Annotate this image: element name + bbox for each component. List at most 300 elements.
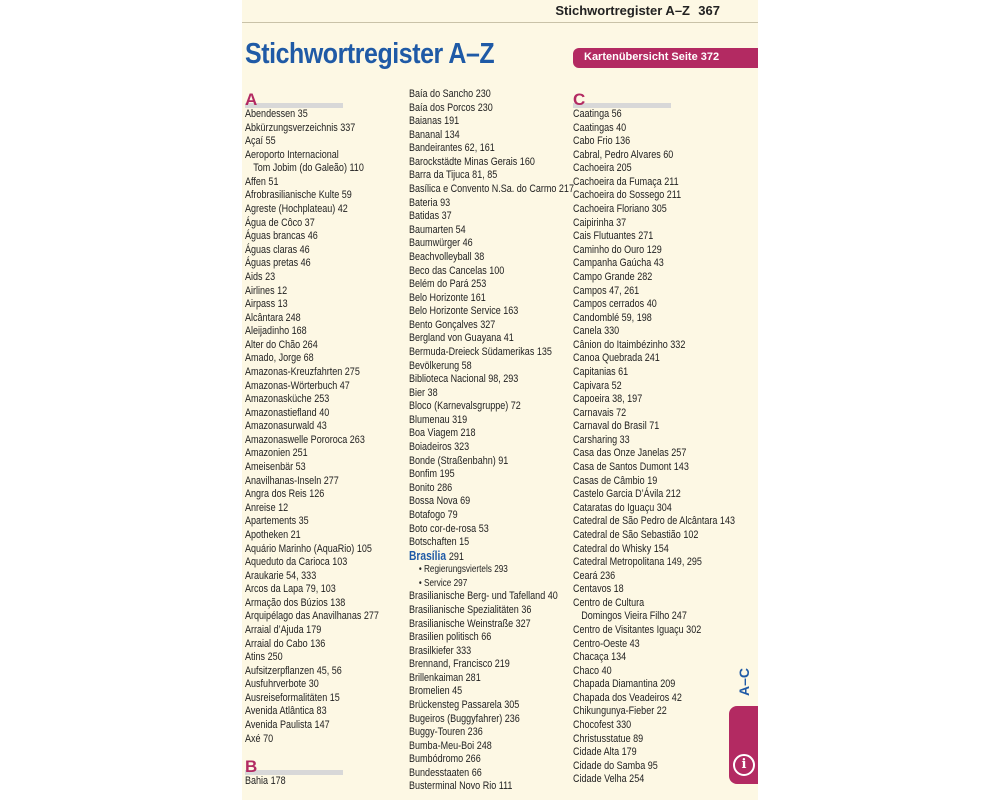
index-entry [409,672,574,686]
index-entry [573,230,735,244]
index-entry [573,312,735,326]
entry-pages: 46 [300,257,311,270]
entry-term: Airlines [245,284,275,297]
index-entry [245,556,379,570]
entries-a [245,108,408,746]
index-entry [245,775,286,789]
entry-pages: 230 [477,101,493,114]
thumb-index-letters [730,662,758,702]
index-entry [409,197,574,211]
entry-term: Caminho do Ouro [573,243,645,256]
index-entry [573,176,735,190]
entry-term: Brasilianische Berg- und Tafelland [409,590,546,603]
entry-pages: 154 [653,542,669,555]
entry-pages: 47, 261 [609,284,640,297]
entry-pages: 46 [462,237,473,250]
index-entry [245,339,379,353]
index-entry [409,414,574,428]
index-entry [573,298,735,312]
entry-term: Capitanias [573,365,616,378]
entry-term: Águas claras [245,243,298,256]
entry-term: Cidade Alta [573,746,620,759]
index-entry [409,590,574,604]
entry-term: Brasilien politisch [409,631,479,644]
entry-term: Boto cor-de-rosa [409,522,477,535]
entry-pages: 282 [637,270,653,283]
index-entry [409,577,574,591]
entry-term: Carsharing [573,433,618,446]
index-entry [573,773,735,787]
index-entry [409,305,574,319]
entry-term: Baumarten [409,223,454,236]
entry-term: Belém do Pará [409,278,469,291]
entry-term: Arraial d’Ajuda [245,623,304,636]
entry-term: Ausreiseformalitäten [245,691,328,704]
index-entry [573,420,735,434]
index-entry [573,257,735,271]
entry-term: Botafogo [409,508,446,521]
entry-term: Bromelien [409,685,450,698]
index-entry [245,108,379,122]
index-entry [409,604,574,618]
entry-pages: 212 [665,488,681,501]
entry-term: Airpass [245,298,276,311]
entry-term: Capoeira [573,393,610,406]
entry-term: Amazonas-Kreuzfahrten [245,365,343,378]
entry-term: Catedral Metropolitana [573,556,665,569]
entry-term: Barra da Tijuca [409,169,470,182]
index-entry [409,251,574,265]
entry-term: Aeroporto Internacional [245,148,339,161]
entry-pages: 40 [601,664,612,677]
entry-pages: 38, 197 [612,393,643,406]
index-entry [245,610,379,624]
index-entry [409,509,574,523]
entry-term: Boa Viagem [409,427,458,440]
entry-pages: 36 [521,603,532,616]
entry-term: Bier [409,386,426,399]
index-entry [573,149,735,163]
index-entry [245,325,379,339]
entry-pages: 332 [670,338,686,351]
entry-pages: 54, 333 [286,569,317,582]
entry-term: Ceará [573,569,598,582]
entry-term: Casas de Câmbio [573,474,645,487]
index-entry [409,753,574,767]
entry-term: Bloco (Karnevalsgruppe) [409,400,509,413]
index-entry [573,407,735,421]
entry-term: Bananal [409,128,443,141]
index-entry [573,475,735,489]
index-page [242,0,758,800]
entry-pages: 179 [306,623,322,636]
index-entry [245,543,379,557]
index-entry [573,529,735,543]
entry-term: Bugeiros (Buggyfahrer) [409,712,503,725]
entry-term: Caipirinha [573,216,614,229]
index-entry [573,624,735,638]
entry-pages: 33 [619,433,630,446]
index-entry [245,285,379,299]
entry-term: Domingos Vieira Filho [581,610,670,623]
index-entry [409,102,574,116]
entry-term: Amazonaswelle Pororoca [245,433,348,446]
entry-pages: 53 [295,461,306,474]
page-title: Stichwortregister A–Z [245,38,495,70]
index-entry [409,387,574,401]
index-entry [245,420,379,434]
entry-pages: 100 [489,264,505,277]
index-entry [573,543,735,557]
entry-term: Bossa Nova [409,495,458,508]
index-entry [245,393,379,407]
entry-pages: 134 [444,128,460,141]
index-entry [409,292,574,306]
thumb-index-label: A–C [736,667,752,697]
entry-term: Campos [573,284,607,297]
index-entry [245,217,379,231]
entry-pages: 38 [427,386,438,399]
index-entry [245,135,379,149]
entry-pages: 59 [341,189,352,202]
index-entry [573,570,735,584]
entries-b [245,775,295,789]
entry-pages: 111 [498,780,513,793]
entry-term: Brückensteg Passarela [409,699,502,712]
entry-pages: 236 [504,712,520,725]
entry-pages: 230 [475,88,491,100]
entry-pages: 40 [616,121,627,134]
index-entry [573,434,735,448]
entry-term: Basílica e Convento N.Sa. do Carmo [409,183,557,196]
index-entry [573,393,735,407]
entry-term: Cabral, Pedro Alvares [573,148,661,161]
entry-pages: 286 [437,481,453,494]
index-entry [573,366,735,380]
entry-pages: 263 [349,433,365,446]
index-entry [573,502,735,516]
entry-pages: 54 [455,223,466,236]
index-entry [573,583,735,597]
entry-term: Brennand, Francisco [409,658,493,671]
entry-pages: 43 [629,637,640,650]
entry-term: Affen [245,175,266,188]
entry-pages: 135 [536,345,552,358]
index-entry [245,624,379,638]
entry-term: Carnaval do Brasil [573,420,647,433]
entry-term: Bonde (Straßenbahn) [409,454,496,467]
index-entry [245,176,379,190]
entry-pages: 55 [265,135,276,148]
entry-term: Cidade do Samba [573,759,646,772]
index-entry [409,278,574,292]
entry-pages: 191 [444,115,460,128]
entry-pages: 323 [454,441,470,454]
entry-pages: 254 [629,773,645,786]
entry-pages: 79, 103 [305,583,336,596]
index-entry [409,210,574,224]
index-entry [409,780,574,794]
index-entry [573,705,735,719]
entry-pages: 105 [356,542,372,555]
entry-pages: 66 [471,766,482,779]
index-entry [245,162,379,176]
entry-term: Buggy-Touren [409,726,466,739]
index-entry [245,407,379,421]
entry-pages: 12 [277,284,288,297]
entry-term: Afrobrasilianische Kulte [245,189,340,202]
entry-pages: 143 [673,461,689,474]
entry-pages: 277 [363,610,379,623]
entry-pages: 248 [476,739,492,752]
index-entry [573,665,735,679]
entry-term: Busterminal Novo Rio [409,780,497,793]
entry-term: Beco das Cancelas [409,264,487,277]
entry-term: Baumwürger [409,237,461,250]
index-entry [245,638,379,652]
entry-term: Cachoeira [573,162,615,175]
index-entry [573,325,735,339]
entry-term: Aqueduto da Carioca [245,556,330,569]
entry-term: Baía dos Porcos [409,101,476,114]
letter-heading-c: C [573,90,586,109]
page-number: 367 [698,3,720,18]
entry-pages: 42 [337,203,348,216]
entry-term: Avenida Paulista [245,719,313,732]
entry-term: Apartements [245,515,297,528]
index-entry [573,352,735,366]
entry-pages: 253 [471,278,487,291]
entry-term: Amado, Jorge [245,352,302,365]
index-entry [573,638,735,652]
entry-pages: 68 [303,352,314,365]
entry-pages: 22 [656,705,667,718]
entry-term: Axé [245,732,261,745]
entry-pages: 38 [474,250,485,263]
entry-pages: 236 [467,726,483,739]
entry-term: Bahia [245,775,269,787]
entry-term: Centro-Oeste [573,637,628,650]
index-entry [573,597,735,611]
index-entry [409,563,574,577]
entry-pages: 66 [481,631,492,644]
running-head [242,0,758,23]
entry-pages: 333 [456,644,472,657]
entry-pages: 37 [616,216,627,229]
entry-term: Aufsitzerpflanzen [245,664,315,677]
entry-pages: 69 [460,495,471,508]
entry-term: • Regierungsviertels [418,564,492,576]
index-entry [245,529,379,543]
index-entry [245,719,379,733]
index-entry [409,685,574,699]
map-overview-link[interactable] [573,48,758,68]
index-entry [245,665,379,679]
entry-pages: 30 [308,678,319,691]
entry-pages: 40 [547,590,558,603]
index-entry [573,108,735,122]
entry-term: Botschaften [409,536,457,549]
letter-heading-a: A [245,90,258,109]
index-entry [409,156,574,170]
entry-pages: 93 [440,196,451,209]
entry-term: Açaí [245,135,264,148]
entry-term: Candomblé [573,311,620,324]
index-entry [573,678,735,692]
index-entry [245,230,379,244]
entry-pages: 330 [604,325,620,338]
entry-pages: 275 [344,365,360,378]
entry-term: Chapada dos Veadeiros [573,691,670,704]
index-entry [409,115,574,129]
entry-pages: 219 [494,658,510,671]
entry-pages: 205 [616,162,632,175]
entry-term: Ameisenbär [245,461,294,474]
index-entry [573,733,735,747]
entry-pages: 250 [267,651,283,664]
index-entry [573,760,735,774]
entry-term: Capivara [573,379,610,392]
index-entry [245,475,379,489]
index-entry [409,427,574,441]
index-entry [245,312,379,326]
entry-term: Avenida Atlântica [245,705,315,718]
index-entry [573,610,735,624]
entry-term: Catedral do Whisky [573,542,652,555]
entry-term: Amazonien [245,447,291,460]
index-entry [245,733,379,747]
entry-term: Brasilianische Weinstraße [409,617,514,630]
entry-pages: 178 [270,775,286,787]
index-entry [245,488,379,502]
index-entry [245,366,379,380]
index-entry [573,162,735,176]
entry-pages: 61 [618,365,629,378]
entry-pages: 89 [633,732,644,745]
entry-pages: 60 [663,148,674,161]
entry-term: Centavos [573,583,612,596]
index-entry [409,699,574,713]
entry-term: Apotheken [245,528,289,541]
entry-pages: 319 [452,413,468,426]
entry-pages: 218 [460,427,476,440]
entry-term: Chocofest [573,719,614,732]
index-entry [409,332,574,346]
entry-term: Arraial do Cabo [245,637,308,650]
entry-term: Agreste (Hochplateau) [245,203,336,216]
index-entry [245,434,379,448]
index-entry [409,536,574,550]
entry-pages: 83 [316,705,327,718]
index-entry [409,468,574,482]
entry-pages: 91 [498,454,509,467]
entry-term: Batidas [409,210,440,223]
entry-pages: 277 [323,474,339,487]
index-entry [573,692,735,706]
index-entry [409,618,574,632]
entry-pages: 79 [447,508,458,521]
entry-pages: 70 [263,732,274,745]
entry-term: Brasilianische Spezialitäten [409,603,519,616]
index-entry [573,203,735,217]
entry-term: Blumenau [409,413,450,426]
index-entry [245,122,379,136]
entry-pages: 161 [470,291,486,304]
index-entry [409,224,574,238]
info-icon[interactable] [733,754,755,776]
index-entry [573,135,735,149]
entry-term: Angra dos Reis [245,488,307,501]
entry-term: Aleijadinho [245,325,290,338]
entry-pages: 163 [503,305,519,318]
entry-pages: 143 [719,515,735,528]
index-entry [573,488,735,502]
entry-term: Belo Horizonte Service [409,305,501,318]
entry-pages: 330 [616,719,632,732]
entry-pages: 81, 85 [472,169,498,182]
entry-pages: 37 [441,210,452,223]
index-entry [245,515,379,529]
entry-term: Campos cerrados [573,298,645,311]
entry-pages: 195 [439,468,455,481]
entry-pages: 45 [452,685,463,698]
entry-term: Centro de Cultura [573,596,645,609]
entry-pages: 136 [615,135,631,148]
entry-pages: 13 [277,298,288,311]
index-entry [409,183,574,197]
entry-pages: 302 [686,623,702,636]
entry-term: Carnavais [573,406,614,419]
entry-pages: 42 [671,691,682,704]
entry-pages: 72 [510,400,521,413]
entry-term: Campanha Gaúcha [573,257,652,270]
entry-pages: 43 [653,257,664,270]
entry-pages: 304 [656,501,672,514]
entry-pages: 102 [683,528,699,541]
entry-term: Beachvolleyball [409,250,472,263]
entry-term: Alter do Chão [245,338,301,351]
entry-pages: 253 [314,393,330,406]
entry-term: Canela [573,325,602,338]
entry-term: Cachoeira do Sossego [573,189,665,202]
entry-pages: 46 [299,243,310,256]
entry-pages: 134 [611,651,627,664]
index-entry [573,719,735,733]
index-entry [409,319,574,333]
entry-pages: 147 [314,719,330,732]
entry-term: Chapada Diamantina [573,678,658,691]
entry-term: Abendessen [245,108,296,120]
entry-term: Amazonas-Wörterbuch [245,379,338,392]
entry-term: Aquário Marinho (AquaRio) [245,542,355,555]
entry-pages: 41 [503,332,514,345]
index-entry [409,645,574,659]
index-entry [573,189,735,203]
entry-term: Abkürzungsverzeichnis [245,121,338,134]
index-entry [409,713,574,727]
entry-term: Bermuda-Dreieck Südamerikas [409,345,535,358]
entry-term: Centro de Visitantes Iguaçu [573,623,684,636]
entry-term: Bumbódromo [409,753,464,766]
index-entry [573,380,735,394]
info-icon-glyph: i [741,757,747,772]
index-entry [245,380,379,394]
entry-pages: 327 [515,617,531,630]
index-entry [245,352,379,366]
index-entry [573,746,735,760]
entry-pages: 59, 198 [621,311,652,324]
entry-pages: 23 [265,270,276,283]
